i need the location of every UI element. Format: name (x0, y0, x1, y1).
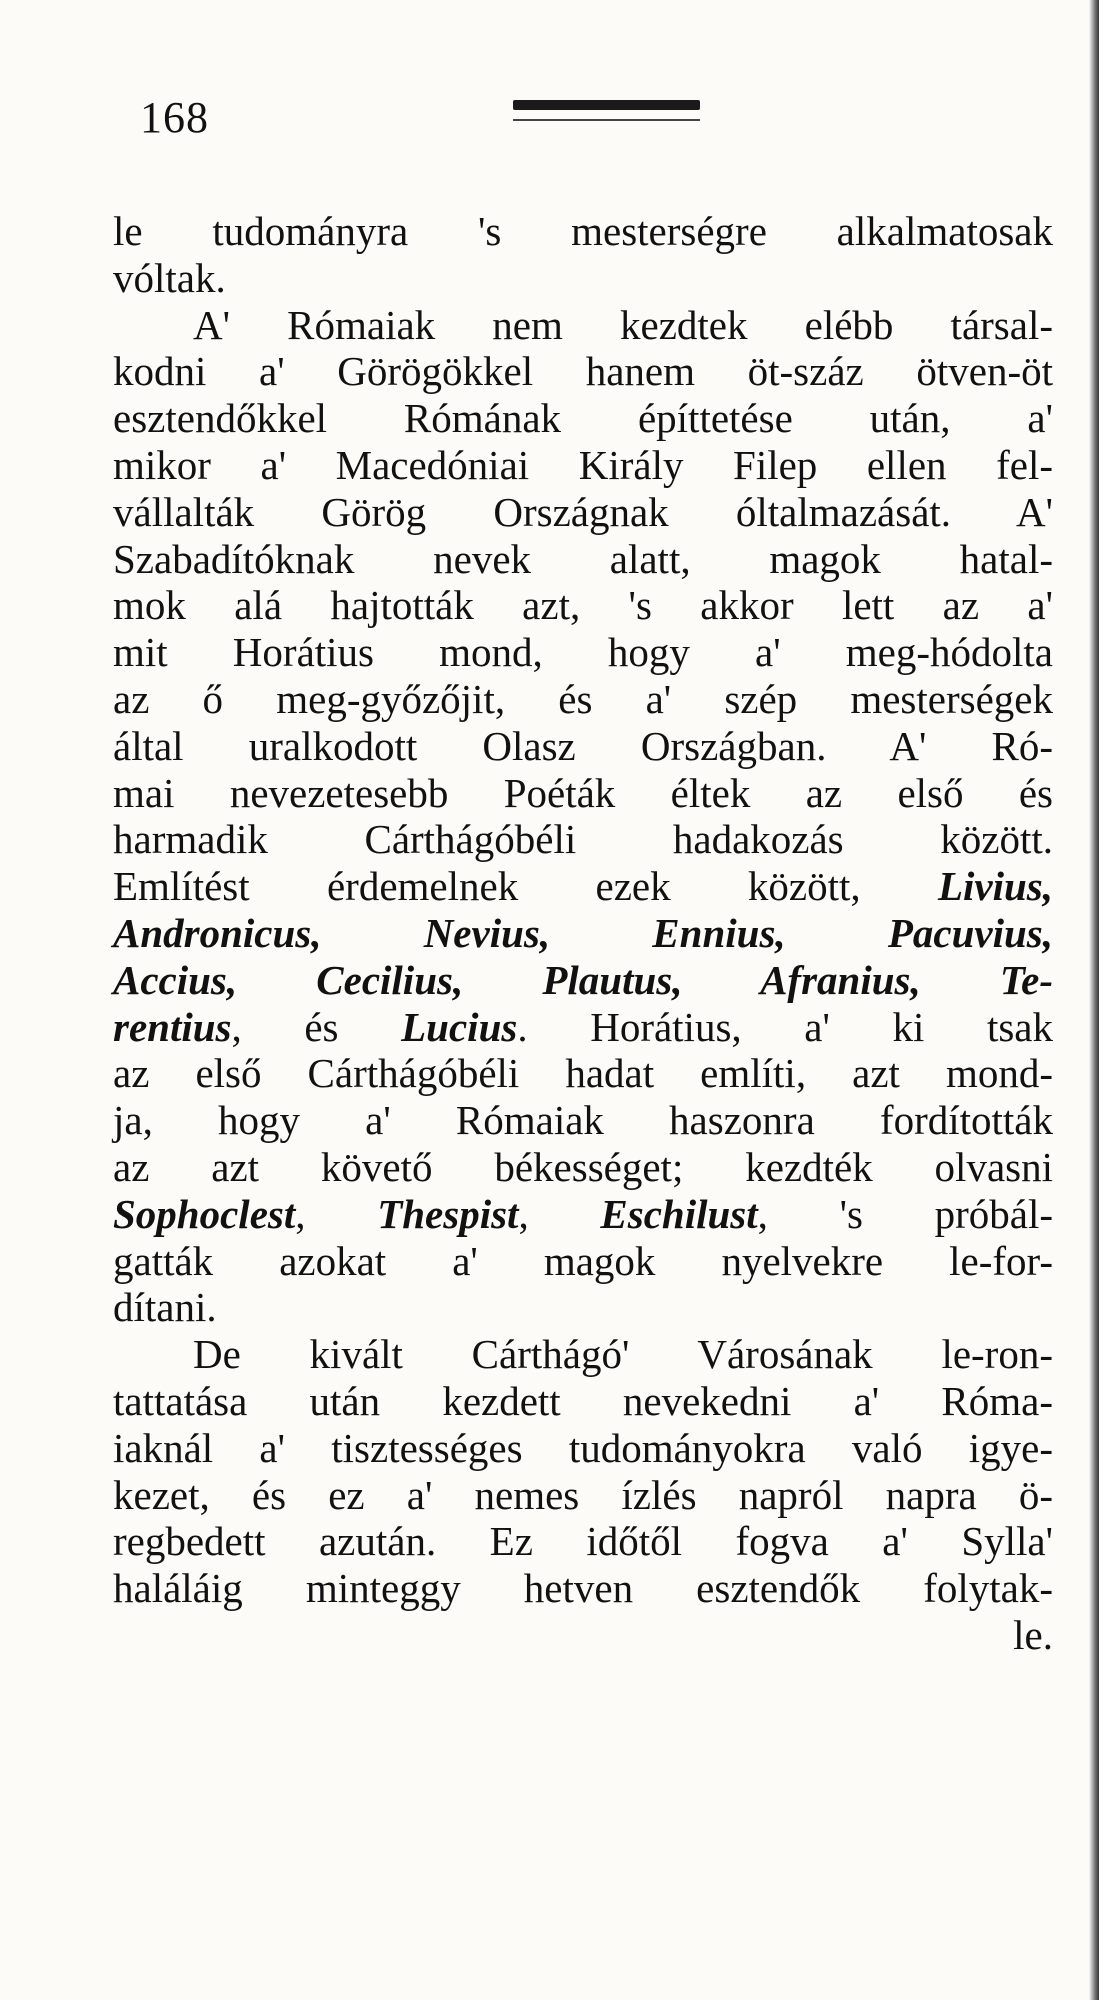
italic-name: Thespist (377, 1190, 519, 1237)
text-run: mok alá hajtották azt, 's akkor lett az a' (113, 582, 1053, 629)
text-run: kodni a' Görögökkel hanem öt-száz ötven-öt (113, 348, 1053, 395)
text-run: iaknál a' tisztességes tudományokra való igye- (113, 1424, 1053, 1471)
text-line (113, 863, 1053, 910)
text-line (113, 582, 1053, 629)
text-run: Szabadítóknak nevek alatt, magok hatal- (113, 535, 1053, 582)
text-line (113, 442, 1053, 489)
text-run: haláláig minteggy hetven esztendők folytak- (113, 1565, 1053, 1612)
text-run: által uralkodott Olasz Országban. A' Ró- (113, 722, 1053, 769)
text-line (113, 1050, 1053, 1097)
text-run: az ő meg-győzőjit, és a' szép mesterségek (113, 675, 1053, 722)
text-run: vállalták Görög Országnak óltalmazását. A' (113, 488, 1053, 535)
text-line (113, 629, 1053, 676)
text-line (113, 910, 1053, 957)
italic-name: Eschilust (600, 1190, 758, 1237)
italic-name: Lucius (401, 1003, 518, 1050)
text-line (113, 302, 1053, 349)
italic-name: Livius, (937, 863, 1053, 910)
page-edge-shadow (1089, 0, 1099, 2000)
text-run: mikor a' Macedóniai Király Filep ellen fel- (113, 441, 1053, 488)
text-run: , (518, 1190, 601, 1237)
italic-name: Andronicus, Nevius, Ennius, Pacuvius, (113, 909, 1053, 956)
text-line (113, 723, 1053, 770)
text-run: le tudományra 's mesterségre alkalmatosak (113, 208, 1053, 254)
text-run: regbedett azután. Ez időtől fogva a' Sylla' (113, 1518, 1053, 1565)
text-run: mai nevezetesebb Poéták éltek az első és (113, 769, 1053, 816)
text-line (113, 1097, 1053, 1144)
text-line (113, 1472, 1053, 1519)
text-line (113, 1191, 1053, 1238)
header-ornament-rule (513, 100, 700, 110)
text-line (113, 1565, 1053, 1612)
text-run: ja, hogy a' Rómaiak haszonra fordították (113, 1097, 1053, 1144)
text-run: gatták azokat a' magok nyelvekre le-for- (113, 1237, 1053, 1284)
catchword: le. (1013, 1611, 1053, 1658)
text-run: vóltak. (113, 254, 226, 301)
text-line (113, 816, 1053, 863)
text-line (113, 1378, 1053, 1425)
text-run: . Horátius, a' ki tsak (517, 1003, 1054, 1050)
text-line (113, 348, 1053, 395)
text-run: , és (231, 1003, 402, 1050)
text-line (113, 395, 1053, 442)
text-line (113, 676, 1053, 723)
text-line (113, 1284, 1053, 1331)
italic-name: Sophoclest (113, 1190, 296, 1237)
header-ornament-underline (513, 119, 700, 121)
text-run: A' Rómaiak nem kezdtek elébb társal- (193, 301, 1053, 348)
text-run: az első Cárthágóbéli hadat említi, azt mond- (113, 1050, 1053, 1097)
body-text (113, 208, 1053, 1659)
text-run: tattatása után kezdett nevekedni a' Róma- (113, 1377, 1053, 1424)
text-run: esztendőkkel Rómának építtetése után, a' (113, 395, 1053, 442)
text-line (113, 1144, 1053, 1191)
text-line (113, 1518, 1053, 1565)
text-line (113, 536, 1053, 583)
text-line (113, 1331, 1053, 1378)
text-line (113, 208, 1053, 255)
text-line (113, 1238, 1053, 1285)
text-line (113, 489, 1053, 536)
text-run: az azt követő békességet; kezdték olvasni (113, 1143, 1053, 1190)
text-line (113, 255, 1053, 302)
text-run: , 's próbál- (757, 1190, 1054, 1237)
page-number: 168 (140, 93, 209, 142)
italic-name: rentius (113, 1003, 232, 1050)
text-run: De kivált Cárthágó' Városának le-ron- (193, 1331, 1053, 1378)
text-run: harmadik Cárthágóbéli hadakozás között. (113, 816, 1053, 863)
text-line (113, 770, 1053, 817)
text-line (113, 957, 1053, 1004)
text-run: Említést érdemelnek ezek között, (113, 863, 938, 910)
text-line (113, 1004, 1053, 1051)
italic-name: Accius, Cecilius, Plautus, Afranius, Te- (113, 956, 1053, 1003)
text-run: , (295, 1190, 378, 1237)
text-run: kezet, és ez a' nemes ízlés napról napra ö- (113, 1471, 1053, 1518)
text-run: mit Horátius mond, hogy a' meg-hódolta (113, 629, 1053, 676)
text-line (113, 1425, 1053, 1472)
text-run: dítani. (113, 1284, 217, 1331)
